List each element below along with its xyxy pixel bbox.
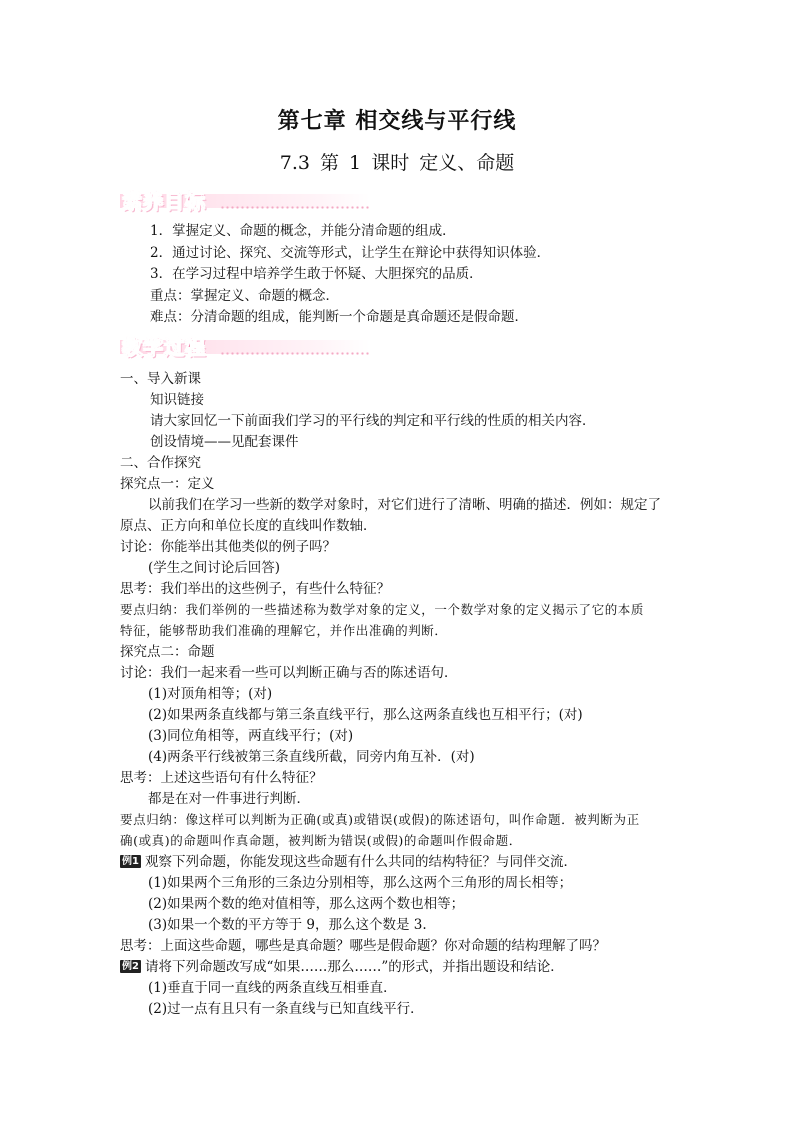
example-text: 请将下列命题改写成“如果……那么……”的形式，并指出题设和结论．	[144, 959, 564, 975]
section-banner-process	[120, 334, 380, 360]
summary-line: 要点归纳：像这样可以判断为正确(或真)或错误(或假)的陈述语句，叫作命题．被判断为正	[120, 812, 640, 827]
list-item: (1)如果两个三角形的三条边分别相等，那么这两个三角形的周长相等；	[148, 875, 573, 891]
goal-item: 3．在学习过程中培养学生敢于怀疑、大胆探究的品质．	[150, 266, 483, 282]
list-item: (3)同位角相等，两直线平行；(对)	[148, 728, 354, 744]
example-1	[120, 853, 577, 871]
subheading: 探究点二：命题	[120, 644, 215, 660]
summary-line: 特征，能够帮助我们准确的理解它，并作出准确的判断．	[120, 623, 448, 638]
subheading: 探究点一：定义	[120, 476, 215, 492]
difficulty-point: 难点：分清命题的组成，能判断一个命题是真命题还是假命题．	[150, 309, 528, 325]
text-line: 请大家回忆一下前面我们学习的平行线的判定和平行线的性质的相关内容．	[150, 413, 596, 429]
text-line: 以前我们在学习一些新的数学对象时，对它们进行了清晰、明确的描述．例如：规定了	[148, 497, 661, 513]
list-item: (1)垂直于同一直线的两条直线互相垂直．	[148, 980, 397, 996]
banner-dots	[220, 352, 370, 355]
list-item: (4)两条平行线被第三条直线所截，同旁内角互补．(对)	[148, 749, 475, 765]
text-line: 讨论：你能举出其他类似的例子吗？	[120, 539, 336, 555]
text-line: (学生之间讨论后回答)	[148, 560, 281, 576]
banner-dots	[220, 206, 370, 209]
list-item: (3)如果一个数的平方等于 9，那么这个数是 3.	[148, 917, 427, 933]
goal-item: 1．掌握定义、命题的概念，并能分清命题的组成．	[150, 223, 456, 239]
subheading: 知识链接	[150, 392, 204, 408]
text-line: 都是在对一件事进行判断．	[148, 791, 310, 807]
example-badge: 例1	[122, 856, 139, 867]
lesson-subtitle: 7.3 第 1 课时 定义、命题	[279, 152, 515, 174]
section-banner-goals	[120, 188, 380, 214]
example-text: 观察下列命题，你能发现这些命题有什么共同的结构特征？与同伴交流．	[144, 854, 577, 870]
list-item: (2)过一点有且只有一条直线与已知直线平行．	[148, 1001, 424, 1017]
list-item: (1)对顶角相等；(对)	[148, 686, 273, 702]
summary-line: 要点归纳：我们举例的一些描述称为数学对象的定义，一个数学对象的定义揭示了它的本质	[120, 602, 645, 617]
example-badge: 例2	[122, 961, 139, 972]
text-line: 原点、正方向和单位长度的直线叫作数轴．	[120, 518, 377, 534]
list-item: (2)如果两个数的绝对值相等，那么这两个数也相等；	[148, 896, 465, 912]
text-line: 思考：上面这些命题，哪些是真命题？哪些是假命题？你对命题的结构理解了吗？	[120, 938, 606, 954]
list-item: (2)如果两条直线都与第三条直线平行，那么这两条直线也互相平行；(对)	[148, 707, 583, 723]
heading-intro: 一、导入新课	[120, 371, 201, 387]
heading-explore: 二、合作探究	[120, 455, 201, 471]
key-point: 重点：掌握定义、命题的概念．	[150, 288, 339, 304]
banner-label: 教学过程	[122, 335, 206, 359]
example-2	[120, 958, 564, 976]
banner-label: 素养目标	[122, 189, 206, 213]
text-line: 思考：上述这些语句有什么特征？	[120, 770, 323, 786]
chapter-title: 第七章 相交线与平行线	[277, 109, 517, 134]
goal-item: 2．通过讨论、探究、交流等形式，让学生在辩论中获得知识体验．	[150, 245, 551, 261]
text-line: 创设情境——见配套课件	[150, 434, 299, 450]
summary-line: 确(或真)的命题叫作真命题，被判断为错误(或假)的命题叫作假命题．	[120, 833, 522, 848]
text-line: 讨论：我们一起来看一些可以判断正确与否的陈述语句．	[120, 665, 458, 681]
text-line: 思考：我们举出的这些例子，有些什么特征？	[120, 581, 390, 597]
